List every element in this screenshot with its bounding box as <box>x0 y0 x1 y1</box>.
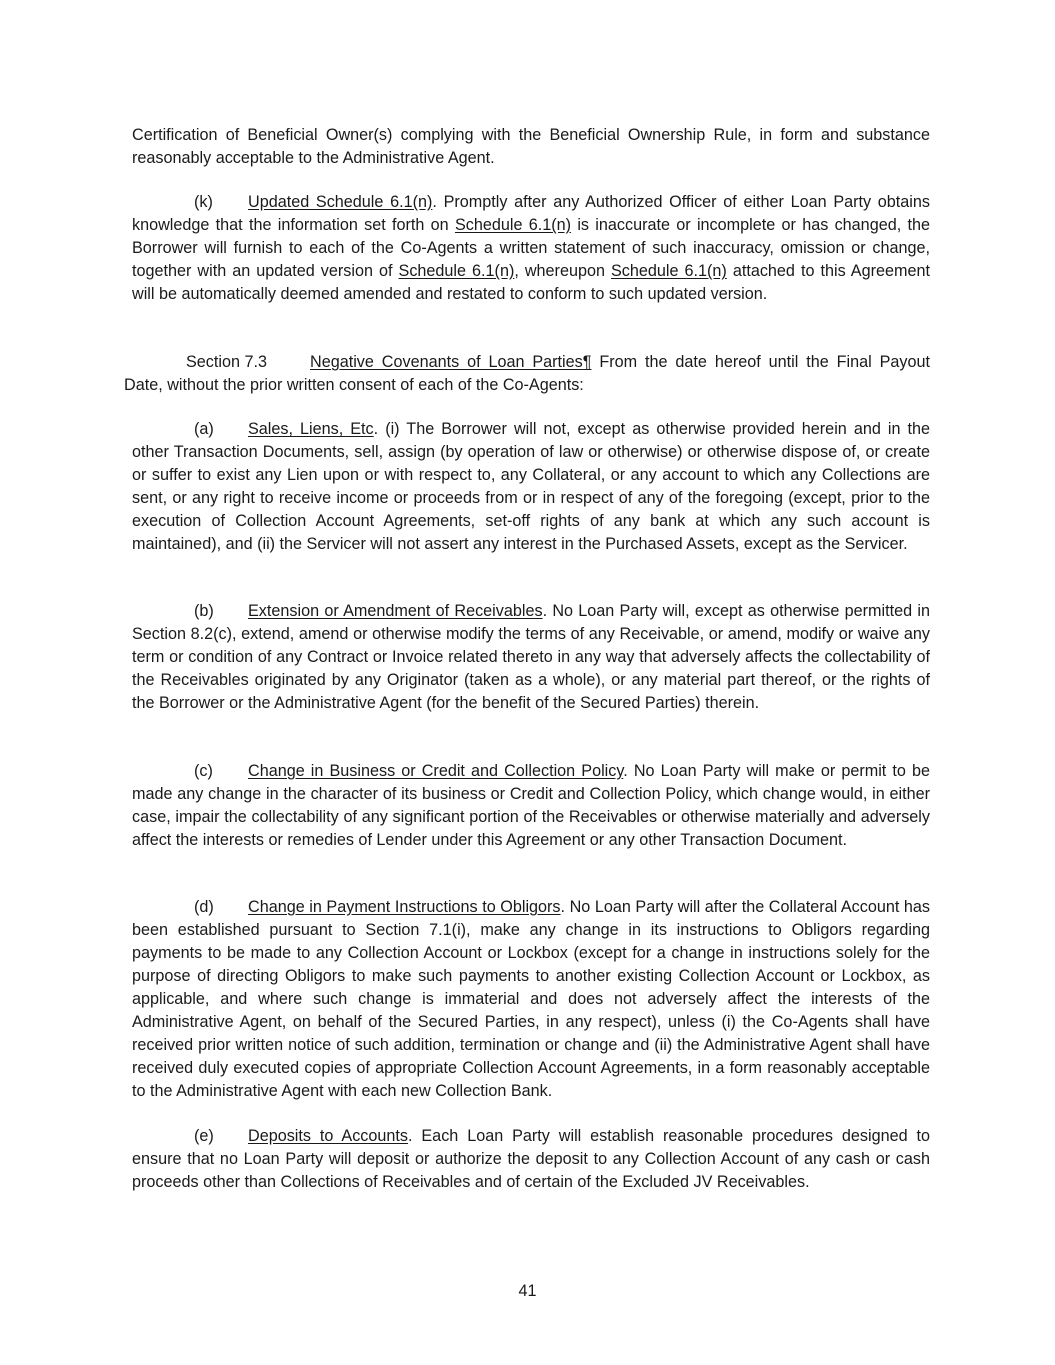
opening-paragraph <box>132 124 930 170</box>
opening-paragraph-text: Certification of Beneficial Owner(s) complying with the Beneficial Ownership Rule, in form and substance reasonably acceptable to the Administrative Agent. <box>132 126 930 167</box>
paragraph-e-label: (e) <box>194 1127 214 1145</box>
paragraph-a <box>132 418 930 556</box>
paragraph-d <box>132 896 930 1103</box>
section-7-3-text: From the date hereof until the Final Payout Date, without the prior written consent of each of the Co-Agents: <box>124 353 930 394</box>
paragraph-e <box>132 1125 930 1194</box>
paragraph-a-text: . (i) The Borrower will not, except as otherwise provided herein and in the other Transaction Documents, sell, assign (by operation of law or otherwise) or otherwise dispose of, or create or suffer to exist any Lien upon or with respect to, any Collateral, or any account to which any Collections are sent, or any right to receive income or proceeds from or in respect of any of the foregoing (except, prior to the execution of Collection Account Agreements, set-off rights of any bank at which any such account is maintained), and (ii) the Servicer will not assert any interest in the Purchased Assets, except as the Servicer. <box>132 420 931 553</box>
paragraph-c-text: . No Loan Party will make or permit to be made any change in the character of its business or Credit and Collection Policy, which change would, in either case, impair the collectability of any significant portion of the Receivables or otherwise materially and adversely affect the interests or remedies of Lender under this Agreement or any other Transaction Document. <box>132 762 930 849</box>
paragraph-c-label: (c) <box>194 762 213 780</box>
paragraph-k-text-4: attached to this Agreement will be automatically deemed amended and restated to conform to such updated version. <box>132 262 930 303</box>
section-7-3 <box>124 351 930 397</box>
page-number: 41 <box>518 1282 537 1300</box>
paragraph-a-title: Sales, Liens, Etc <box>248 420 374 438</box>
paragraph-e-title: Deposits to Accounts <box>248 1127 408 1145</box>
paragraph-b-title: Extension or Amendment of Receivables <box>248 602 543 620</box>
paragraph-c <box>132 760 930 852</box>
paragraph-a-label: (a) <box>194 420 214 438</box>
section-7-3-title: Negative Covenants of Loan Parties <box>310 353 583 371</box>
paragraph-b <box>132 600 930 715</box>
paragraph-b-label: (b) <box>194 602 214 620</box>
paragraph-k-text-3: , whereupon <box>514 262 611 280</box>
paragraph-e-text: . Each Loan Party will establish reasonable procedures designed to ensure that no Loan Party will deposit or authorize the deposit to any Collection Account of any cash or cash proceeds other than Collections of Receivables and of certain of the Excluded JV Receivables. <box>132 1127 930 1191</box>
schedule-reference: Schedule 6.1(n) <box>611 262 727 280</box>
paragraph-k-label: (k) <box>194 193 213 211</box>
paragraph-c-title: Change in Business or Credit and Collection Policy <box>248 762 624 780</box>
paragraph-b-text: . No Loan Party will, except as otherwise permitted in Section 8.2(c), extend, amend or otherwise modify the terms of any Receivable, or amend, modify or waive any term or condition of any Contract or Invoice related thereto in any way that adversely affects the collectability of the Receivables originated by any Originator (taken as a whole), or any material part thereof, or the rights of the Borrower or the Administrative Agent (for the benefit of the Secured Parties) therein. <box>132 602 930 712</box>
paragraph-k-text-2: is inaccurate or incomplete or has changed, the Borrower will furnish to each of the Co-Agents a written statement of such inaccuracy, omission or change, together with an updated version of <box>132 216 930 280</box>
paragraph-k <box>132 191 930 306</box>
paragraph-d-title: Change in Payment Instructions to Obligors <box>248 898 561 916</box>
paragraph-d-label: (d) <box>194 898 214 916</box>
pilcrow-mark: ¶ <box>582 353 592 371</box>
section-7-3-label: Section 7.3 <box>186 353 267 371</box>
paragraph-k-text-1: . Promptly after any Authorized Officer of either Loan Party obtains knowledge that the information set forth on <box>132 193 930 234</box>
paragraph-d-text: . No Loan Party will after the Collateral Account has been established pursuant to Section 7.1(i), make any change in its instructions to Obligors regarding payments to be made to any Collection Account or Lockbox (except for a change in instructions solely for the purpose of directing Obligors to make such payments to another existing Collection Account or Lockbox, as applicable, and where such change is immaterial and does not adversely affect the interests of the Administrative Agent, on behalf of the Secured Parties, in any respect), unless (i) the Co-Agents shall have received prior written notice of such addition, termination or change and (ii) the Administrative Agent shall have received duly executed copies of appropriate Collection Account Agreements, in a form reasonably acceptable to the Administrative Agent with each new Collection Bank. <box>132 898 930 1100</box>
paragraph-k-title: Updated Schedule 6.1(n) <box>248 193 433 211</box>
schedule-reference: Schedule 6.1(n) <box>454 216 572 234</box>
schedule-reference: Schedule 6.1(n) <box>398 262 515 280</box>
